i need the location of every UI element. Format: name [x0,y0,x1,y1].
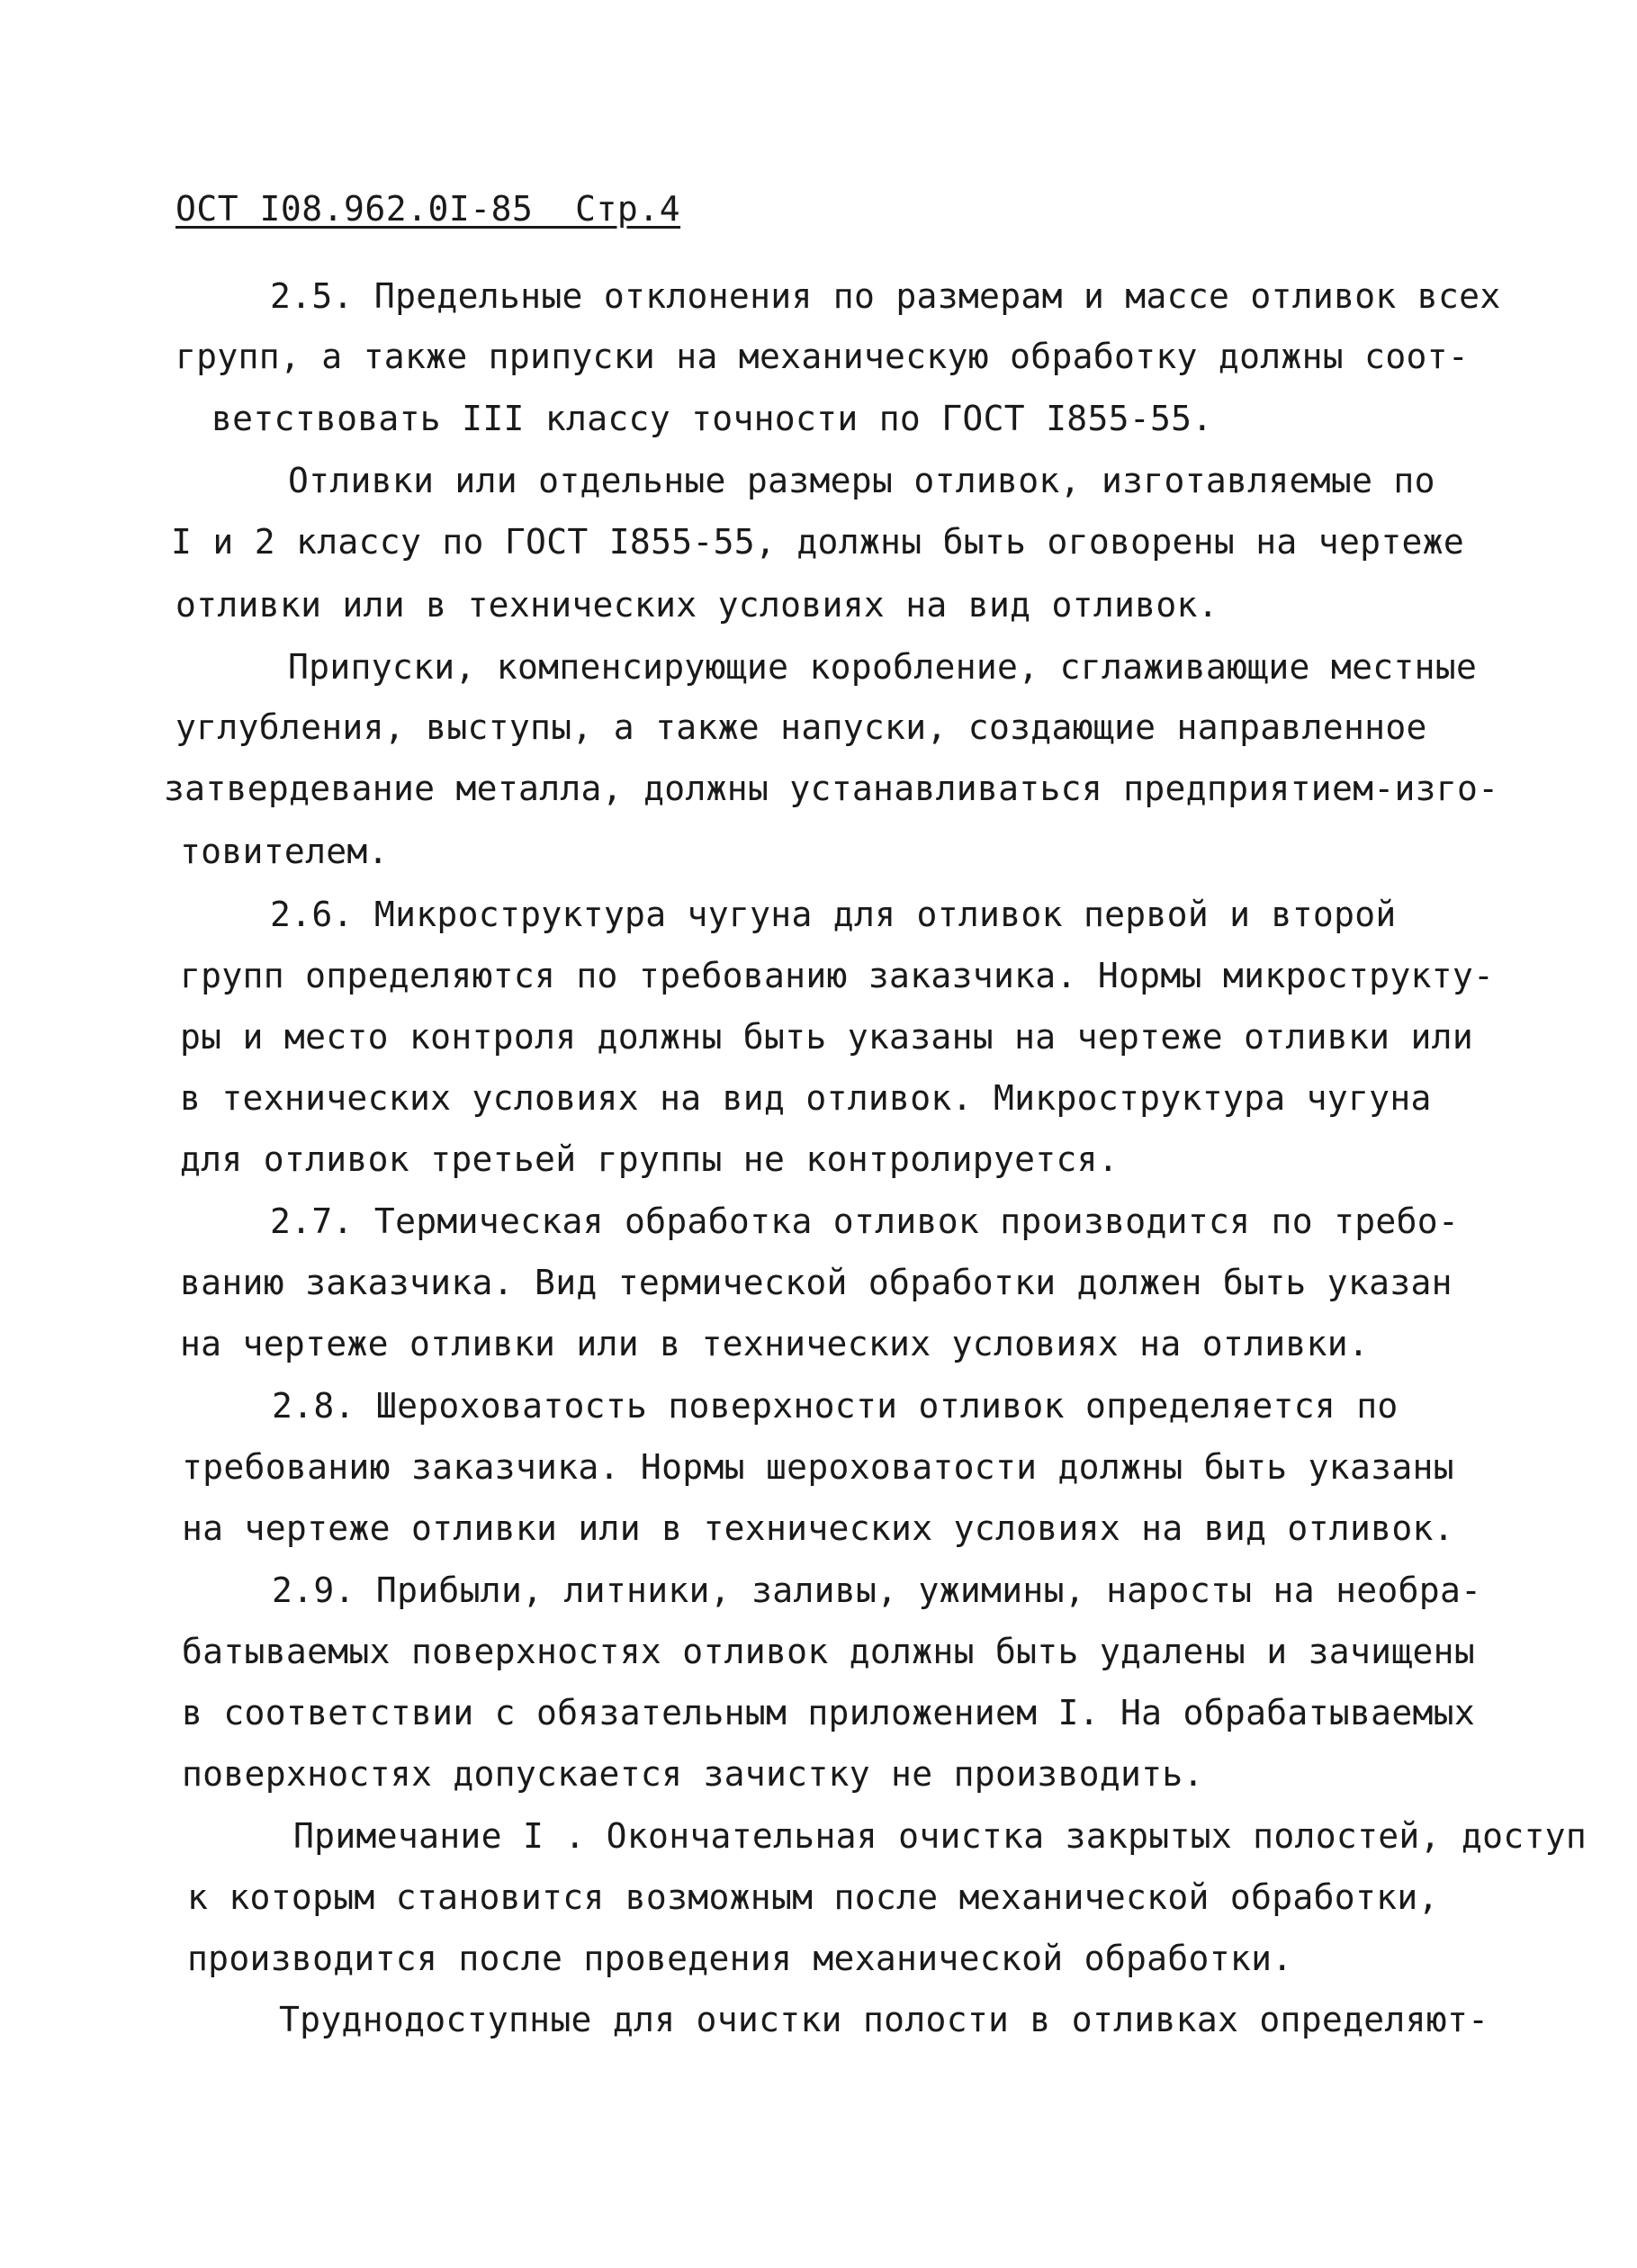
text-line: для отливок третьей группы не контролируется. [180,1139,1120,1179]
text-line: ры и место контроля должны быть указаны на чертеже отливки или [180,1017,1474,1057]
text-line: поверхностях допускается зачистку не производить. [182,1754,1204,1794]
text-line: Труднодоступные для очистки полости в отливках определяют- [279,2000,1489,2039]
text-line: Примечание I . Окончательная очистка закрытых полостей, доступ [293,1816,1588,1856]
text-line: 2.6. Микроструктура чугуна для отливок первой и второй [270,895,1397,934]
page-header: ОСТ I08.962.0I-85 Стр.4 [175,189,681,229]
text-line: 2.8. Шероховатость поверхности отливок определяется по [272,1386,1399,1426]
text-line: 2.9. Прибыли, литники, заливы, ужимины, наросты на необра- [272,1570,1482,1610]
text-line: батываемых поверхностях отливок должны быть удалены и зачищены [182,1632,1476,1671]
text-line: производится после проведения механической обработки. [187,1939,1293,1978]
text-line: на чертеже отливки или в технических условиях на вид отливок. [182,1508,1454,1548]
text-line: Отливки или отдельные размеры отливок, изготавляемые по [288,461,1435,500]
text-line: в технических условиях на вид отливок. Микроструктура чугуна [180,1078,1432,1118]
text-line: затвердевание металла, должны устанавливаться предприятием-изго- [164,769,1499,808]
text-line: отливки или в технических условиях на вид отливок. [175,585,1219,625]
text-line: ветствовать III классу точности по ГОСТ I855-55. [211,399,1213,438]
text-line: требованию заказчика. Нормы шероховатости должны быть указаны [182,1447,1454,1487]
text-line: к которым становится возможным после механической обработки, [187,1877,1439,1917]
text-line: 2.5. Предельные отклонения по размерам и массе отливок всех [270,276,1501,316]
text-line: товителем. [180,832,389,871]
text-line: ванию заказчика. Вид термической обработки должен быть указан [180,1263,1453,1302]
text-line: Припуски, компенсирующие коробление, сглаживающие местные [288,647,1478,687]
text-line: групп, а также припуски на механическую обработку должны соот- [175,337,1470,376]
text-line: 2.7. Термическая обработка отливок производится по требо- [270,1202,1460,1241]
text-line: углубления, выступы, а также напуски, создающие направленное [175,707,1427,747]
text-line: I и 2 классу по ГОСТ I855-55, должны быть оговорены на чертеже [171,522,1465,562]
text-line: в соответствии с обязательным приложением I. На обрабатываемых [182,1693,1476,1732]
text-line: групп определяются по требованию заказчика. Нормы микрострукту- [180,956,1495,995]
text-line: на чертеже отливки или в технических условиях на отливки. [180,1324,1370,1364]
